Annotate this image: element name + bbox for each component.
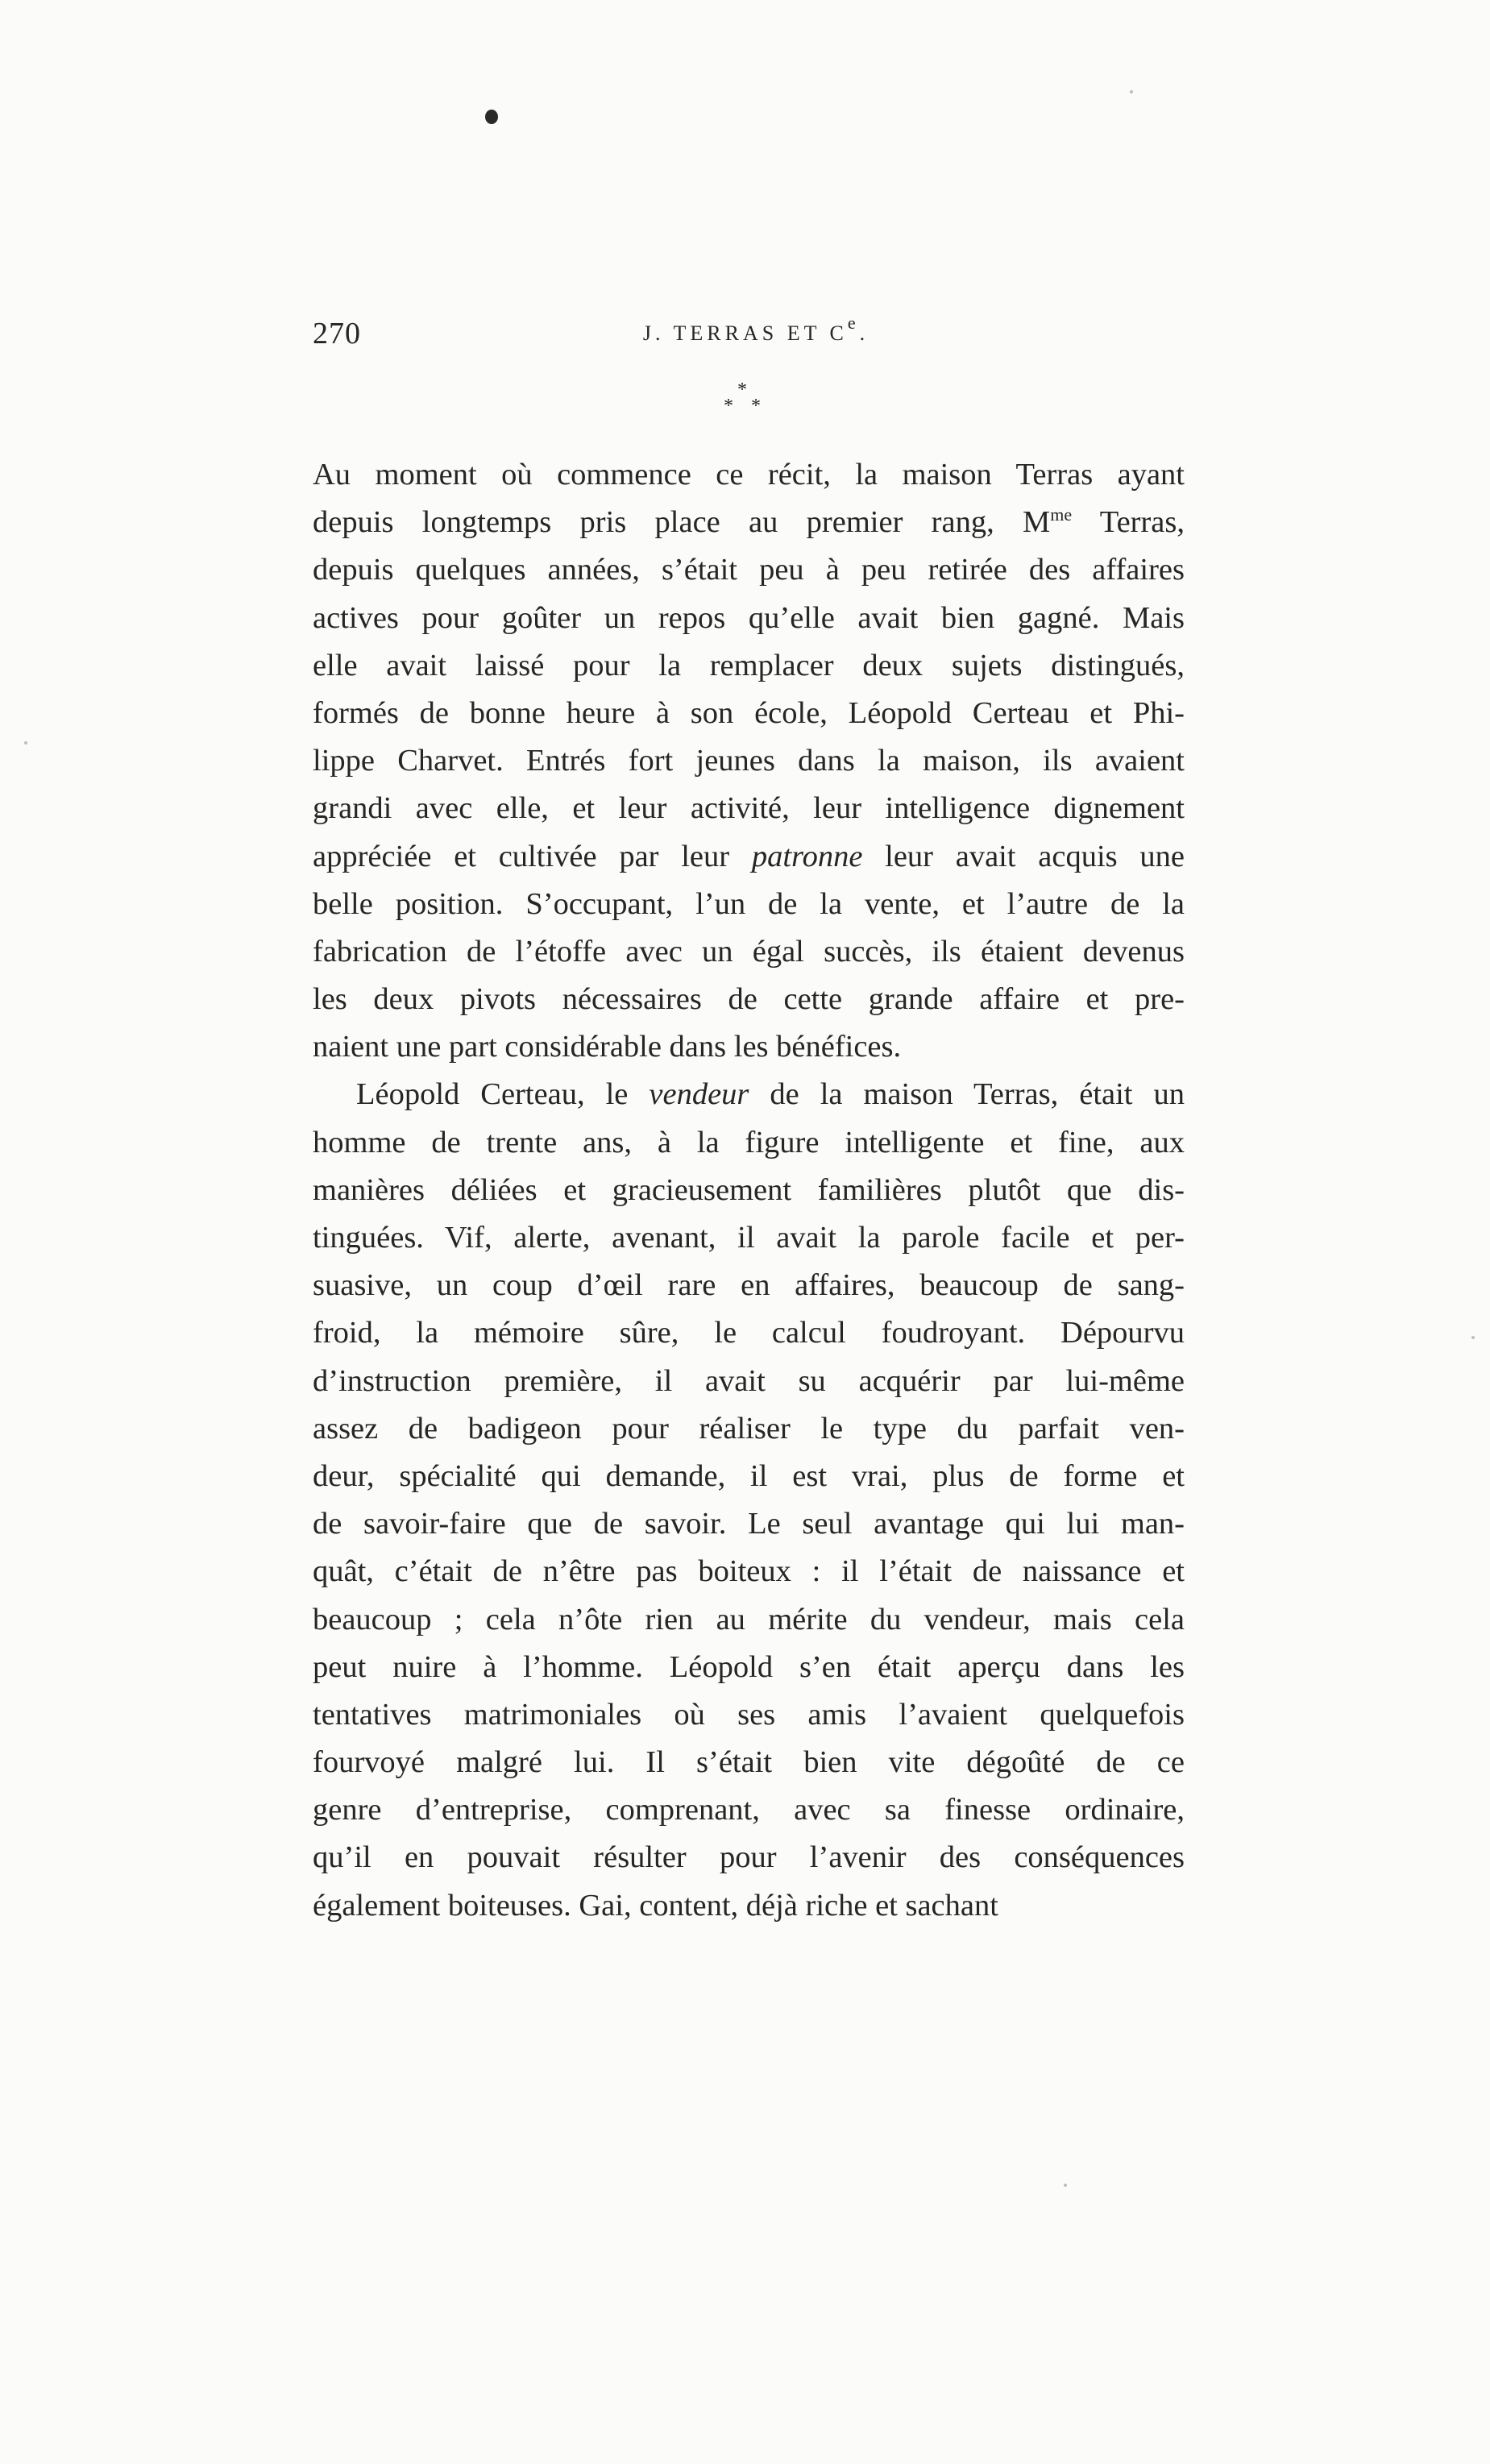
section-asterism [709,382,782,430]
text-run: tinguées. Vif, alerte, avenant, il avait la parole facile et per- [313,1221,1185,1255]
running-head-text: J. TERRAS ET C [642,321,848,345]
paper-speck [24,741,27,745]
text-run: naient une part considérable dans les bénéfices. [313,1030,902,1064]
text-line [313,1309,1185,1357]
running-head-period: . [859,321,870,345]
paper-speck [1064,2184,1067,2187]
text-line [313,451,1185,499]
text-run: qu’il en pouvait résulter pour l’avenir des conséquences [313,1840,1185,1875]
text-line [313,737,1185,785]
ink-blot [485,110,498,124]
text-run: suasive, un coup d’œil rare en affaires, beaucoup de sang- [313,1268,1185,1303]
text-line [313,1691,1185,1739]
text-run: beaucoup ; cela n’ôte rien au mérite du vendeur, mais cela [313,1602,1185,1636]
text-run: homme de trente ans, à la figure intelligente et fine, aux [313,1125,1185,1159]
text-line [313,928,1185,976]
text-run: elle avait laissé pour la remplacer deux sujets distingués, [313,648,1185,682]
text-line [313,499,1185,546]
text-run: de savoir-faire que de savoir. Le seul avantage qui lui man- [313,1507,1185,1541]
text-run: Au moment où commence ce récit, la maison Terras ayant [313,458,1185,492]
text-run: assez de badigeon pour réaliser le type du parfait ven- [313,1411,1185,1446]
body-text [313,451,1185,1930]
running-head [579,313,933,346]
text-run: peut nuire à l’homme. Léopold s’en était aperçu dans les [313,1649,1185,1684]
text-run: fourvoyé malgré lui. Il s’était bien vite dégoûté de ce [313,1745,1185,1780]
text-line [313,1023,1185,1071]
text-line [313,1834,1185,1881]
text-run: également boiteuses. Gai, content, déjà riche et sachant [313,1888,998,1923]
page-header [313,313,1199,364]
text-run: actives pour goûter un repos qu’elle avait bien gagné. Mais [313,600,1185,635]
text-line [313,1644,1185,1691]
text-line [313,1596,1185,1644]
text-line [313,1214,1185,1262]
text-line [313,1739,1185,1786]
text-line [313,1262,1185,1309]
text-line [313,1500,1185,1548]
text-line [313,546,1185,594]
paper-speck [1471,1336,1475,1339]
text-run: grandi avec elle, et leur activité, leur intelligence dignement [313,791,1185,826]
text-run: tentatives matrimoniales où ses amis l’avaient quelquefois [313,1697,1185,1732]
text-run: appréciée et cultivée par leur [313,839,752,873]
text-line [313,881,1185,928]
paragraph [313,1071,1185,1929]
text-line [313,595,1185,642]
text-line [313,1453,1185,1500]
asterism-top: * [737,380,753,400]
superscript: me [1050,504,1073,525]
text-line [313,642,1185,690]
text-line [313,1548,1185,1595]
text-line [313,833,1185,881]
text-line [313,976,1185,1023]
text-run: deur, spécialité qui demande, il est vrai, plus de forme et [313,1458,1185,1493]
italic-word: patronne [751,839,863,873]
text-run: leur avait acquis une [862,839,1185,873]
text-line [313,1405,1185,1453]
text-run: d’instruction première, il avait su acquérir par lui-même [313,1363,1185,1398]
text-run: les deux pivots nécessaires de cette grande affaire et pre- [313,982,1185,1017]
text-run: depuis quelques années, s’était peu à peu retirée des affaires [313,553,1185,587]
text-run: lippe Charvet. Entrés fort jeunes dans la maison, ils avaient [313,744,1185,778]
text-line [313,1786,1185,1834]
text-run: fabrication de l’étoffe avec un égal succès, ils étaient devenus [313,934,1185,969]
paragraph [313,451,1185,1071]
running-head-superscript: e [847,313,860,333]
text-run: belle position. S’occupant, l’un de la vente, et l’autre de la [313,886,1185,921]
text-run: formés de bonne heure à son école, Léopold Certeau et Phi- [313,695,1185,730]
text-run: Terras, [1072,505,1185,540]
text-line [313,785,1185,832]
text-run: froid, la mémoire sûre, le calcul foudroyant. Dépourvu [313,1316,1185,1350]
text-line [313,1071,1185,1118]
italic-word: vendeur [649,1077,749,1112]
asterism-bottom: * * [724,396,767,417]
text-run: de la maison Terras, était un [749,1077,1185,1112]
text-run: manières déliées et gracieusement familières plutôt que dis- [313,1172,1185,1207]
text-line [313,1119,1185,1167]
text-line [313,690,1185,737]
text-line [313,1358,1185,1405]
text-line [313,1167,1185,1214]
paper-speck [1130,90,1133,93]
text-run: depuis longtemps pris place au premier rang, M [313,505,1051,540]
text-run: Léopold Certeau, le [356,1077,650,1112]
text-run: genre d’entreprise, comprenant, avec sa finesse ordinaire, [313,1793,1185,1827]
text-line [313,1882,1185,1930]
text-run: quât, c’était de n’être pas boiteux : il l’était de naissance et [313,1554,1185,1589]
page-number: 270 [313,317,361,351]
